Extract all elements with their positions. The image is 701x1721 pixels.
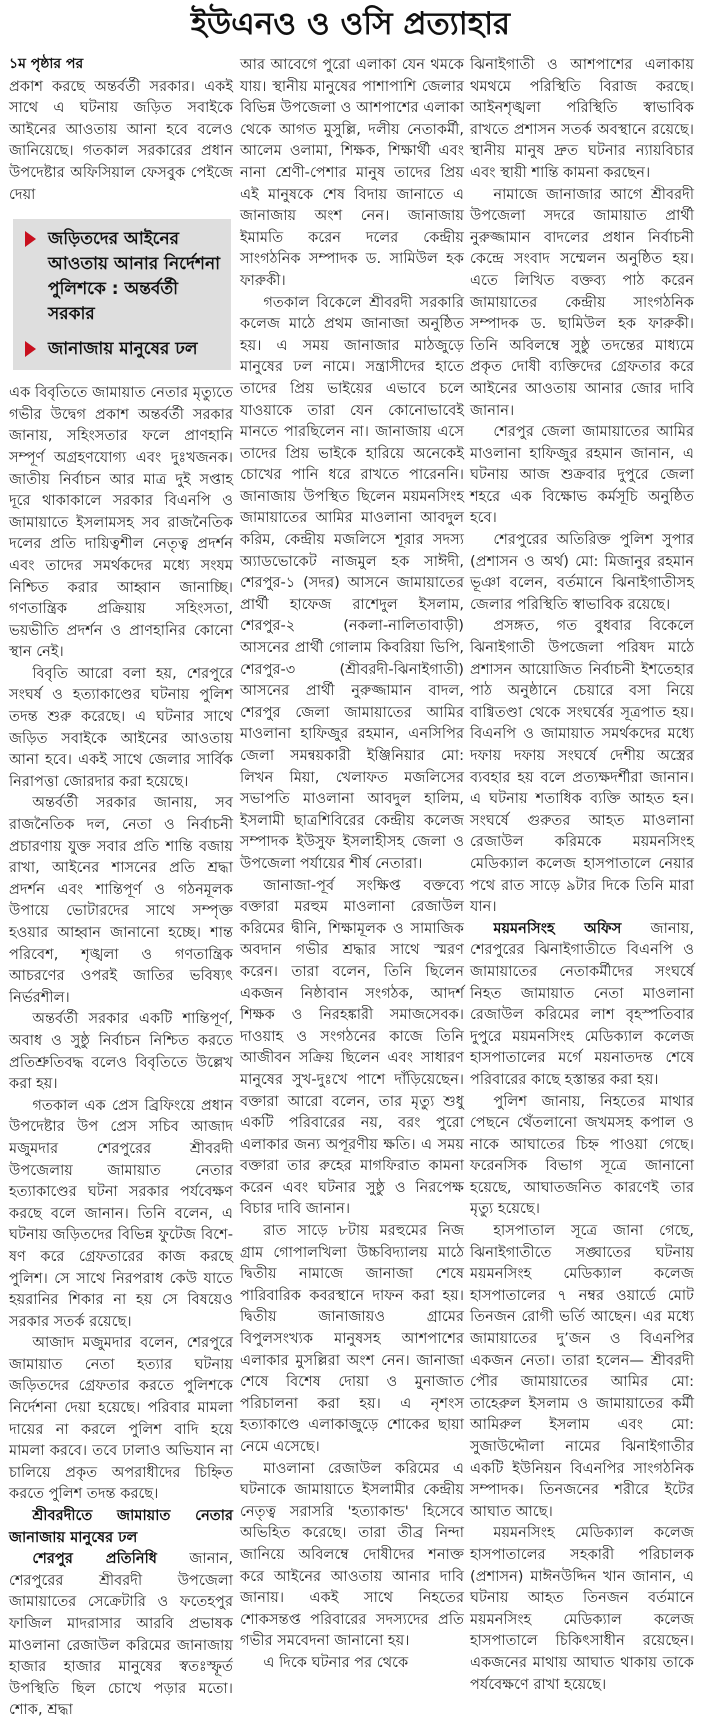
paragraph: রাত সাড়ে ৮টায় মরহুমের নিজ গ্রাম গোপালখিলা উচ্চবিদ্যালয় মাঠে দ্বিতীয় নামাজে জানাজা শেষে পারিবারিক কবরস্থানে দাফন করা হয়। দ্বিতীয় জানাজায়ও গ্রামের বিপুলসংখ্যক মানুষসহ আশপাশের এলাকার মুসল্লিরা অংশ নেন। জানাজা শেষে বিশেষ দোয়া ও মুনাজাত পরিচালনা করা হয়। এ নৃশংস হত্যাকাণ্ডে এলাকাজুড়ে শোকের ছায়া নেমে এসেছে। xyxy=(240,1222,464,1455)
highlight-item xyxy=(21,227,223,327)
article-column-3 xyxy=(470,54,694,1695)
article-column-2 xyxy=(240,54,464,1674)
paragraph: আর আবেগে পুরো এলাকা যেন থমকে যায়। স্থানীয় মানুষের পাশাপাশি জেলার বিভিন্ন উপজেলা ও আশপাশের এলাকা থেকে আগত মুসুল্লি, দলীয় নেতাকর্মী, আলেম ওলামা, শিক্ষক, শিক্ষার্থী এবং নানা শ্রেণী-পেশার মানুষ তাদের প্রিয় এই মানুষকে শেষ বিদায় জানাতে এ জানাজায় অংশ নেন। জানাজায় ইমামতি করেন দলের কেন্দ্রীয় সাংগঠনিক সম্পাদক ড. সামিউল হক ফারুকী। xyxy=(240,56,464,289)
paragraph: প্রসঙ্গত, গত বুধবার বিকেলে ঝিনাইগাতী উপজেলা পরিষদ মাঠে প্রশাসন আয়োজিত নির্বাচনী ইশতেহার পাঠ অনুষ্ঠানে চেয়ারে বসা নিয়ে বাগ্বিতণ্ডা থেকে সংঘর্ষের সূত্রপাত হয়। বিএনপি ও জামায়াত সমর্থকদের মধ্যে দফায় দফায় সংঘর্ষে দেশীয় অস্ত্রের ব্যবহার হয় বলে প্রত্যক্ষদর্শীরা জানান। এ ঘটনায় শতাধিক ব্যক্তি আহত হন। সংঘর্ষে গুরুতর আহত মাওলানা রেজাউল করিমকে ময়মনসিংহ মেডিক্যাল কলেজ হাসপাতালে নেয়ার পথে রাত সাড়ে ৯টার দিকে তিনি মারা যান। xyxy=(470,617,694,916)
paragraph: গতকাল বিকেলে শ্রীবরদী সরকারি কলেজ মাঠে প্রথম জানাজা অনুষ্ঠিত হয়। এ সময় জানাজার মাঠজুড়ে মানুষের ঢল নামে। সন্ত্রাসীদের হাতে তাদের প্রিয় ভাইয়ের এভাবে চলে যাওয়াকে তারা যেন কোনোভাবেই মানতে পারছিলেন না। জানাজায় এসে তাদের প্রিয় ভাইকে হারিয়ে অনেকেই চোখের পানি ধরে রাখতে পারেননি। জানাজায় উপস্থিত ছিলেন ময়মনসিংহ জামায়াতের আমির মাওলানা আবদুল করিম, কেন্দ্রীয় মজলিসে শূরার সদস্য অ্যাডভোকেট নাজমুল হক সাঈদী, শেরপুর-১ (সদর) আসনে জামায়াতের প্রার্থী হাফেজ রাশেদুল ইসলাম, শেরপুর-২ (নকলা-নালিতাবাড়ী) আসনের প্রার্থী গোলাম কিবরিয়া ভিপি, শেরপুর-৩ (শ্রীবরদী-ঝিনাইগাতী) আসনের প্রার্থী নুরুজ্জামান বাদল, শেরপুর জেলা জামায়াতের আমির মাওলানা হাফিজুর রহমান, এনসিপির জেলা সমন্বয়কারী ইঞ্জিনিয়ার মো: লিখন মিয়া, খেলাফত মজলিসের সভাপতি মাওলানা আবদুল হালিম, ইসলামী ছাত্রশিবিরের কেন্দ্রীয় কলেজ সম্পাদক ইউসুফ ইসলাহীসহ জেলা ও উপজেলা পর্যায়ের শীর্ষ নেতারা। xyxy=(240,293,464,872)
paragraph-text: জানান, শেরপুরের শ্রীবরদী উপজেলা জামায়াতের সেক্রেটারি ও ফতেহপুর ফাজিল মাদরাসার আরবি প্রভাষক মাওলানা রেজাউল করিমের জানাজায় হাজার হাজার মানুষের স্বতঃস্ফূর্ত উপস্থিতি ছিল চোখে পড়ার মতো। শোক, শ্রদ্ধা xyxy=(9,1550,233,1719)
paragraph xyxy=(9,1548,233,1721)
paragraph: পুলিশ জানায়, নিহতের মাথার পেছনে থেঁতলানো জখমসহ কপাল ও নাকে আঘাতের চিহ্ন পাওয়া গেছে। ফরেনসিক বিভাগ সূত্রে জানানো হয়েছে, আঘাতজনিত কারণেই তার মৃত্যু হয়েছে। xyxy=(470,1092,694,1218)
paragraph: শেরপুরের অতিরিক্ত পুলিশ সুপার (প্রশাসন ও অর্থ) মো: মিজানুর রহমান ভূঞা বলেন, বর্তমানে ঝিনাইগাতীসহ জেলার পরিস্থিতি স্বাভাবিক রয়েছে। xyxy=(470,531,694,613)
highlight-text: জড়িতদের আইনের আওতায় আনার নির্দেশনা পুলিশকে : অন্তর্বর্তী সরকার xyxy=(48,229,221,325)
highlight-box xyxy=(13,219,231,370)
paragraph: জানাজা-পূর্ব সংক্ষিপ্ত বক্তব্যে বক্তারা মরহুম মাওলানা রেজাউল করিমের দ্বীনি, শিক্ষামূলক ও সামাজিক অবদান গভীর শ্রদ্ধার সাথে স্মরণ করেন। তারা বলেন, তিনি ছিলেন একজন নিষ্ঠাবান সংগঠক, আদর্শ শিক্ষক ও নিরহঙ্কারী সমাজসেবক। দাওয়াহ ও সংগঠনের কাজে তিনি আজীবন সক্রিয় ছিলেন এবং সাধারণ মানুষের সুখ-দুঃখে পাশে দাঁড়িয়েছেন। বক্তারা আরো বলেন, তার মৃত্যু শুধু একটি পরিবারের নয়, বরং পুরো এলাকার জন্য অপূরণীয় ক্ষতি। এ সময় বক্তারা তার রুহের মাগফিরাত কামনা করেন এবং ঘটনার সুষ্ঠু ও নিরপেক্ষ বিচার দাবি জানান। xyxy=(240,876,464,1218)
paragraph: শেরপুর জেলা জামায়াতের আমির মাওলানা হাফিজুর রহমান জানান, এ ঘটনায় আজ শুক্রবার দুপুরে জেলা শহরে এক বিক্ষোভ কর্মসূচি অনুষ্ঠিত হবে। xyxy=(470,423,694,527)
paragraph: প্রকাশ করছে অন্তর্বর্তী সরকার। একই সাথে এ ঘটনায় জড়িত সবাইকে আইনের আওতায় আনা হবে বলেও জানিয়েছে। গতকাল সরকারের প্রধান উপদেষ্টার অফিসিয়াল ফেসবুক পেইজে দেয়া xyxy=(9,77,233,203)
paragraph: ময়মনসিংহ মেডিক্যাল কলেজ হাসপাতালের সহকারী পরিচালক (প্রশাসন) মাঈনউদ্দিন খান জানান, এ ঘটনায় আহত তিনজন বর্তমানে ময়মনসিংহ মেডিক্যাল কলেজ হাসপাতালে চিকিৎসাধীন রয়েছেন। একজনের মাথায় আঘাত থাকায় তাকে পর্যবেক্ষণে রাখা হয়েছে। xyxy=(470,1524,694,1693)
headline: ইউএনও ও ওসি প্রত্যাহার xyxy=(190,6,511,42)
paragraph: এ দিকে ঘটনার পর থেকে xyxy=(263,1653,409,1671)
paragraph: আজাদ মজুমদার বলেন, শেরপুরে জামায়াত নেতা হত্যার ঘটনায় জড়িতদের গ্রেফতার করতে পুলিশকে নির্দেশনা দেয়া হয়েছে। পরিবার মামলা দায়ের না করলে পুলিশ বাদি হয়ে মামলা করবে। তবে ঢালাও অভিযান না চালিয়ে প্রকৃত অপরাধীদের চিহ্নিত করতে পুলিশ তদন্ত করছে। xyxy=(9,1334,233,1503)
article-column-1 xyxy=(9,54,233,1721)
paragraph-text: জানায়, শেরপুরের ঝিনাইগাতীতে বিএনপি ও জামায়াতের নেতাকর্মীদের সংঘর্ষে নিহত জামায়াত নেতা মাওলানা রেজাউল করিমের লাশ বৃহস্পতিবার দুপুরে ময়মনসিংহ মেডিক্যাল কলেজ হাসপাতালের মর্গে ময়নাতদন্ত শেষে পরিবারের কাছে হস্তান্তর করা হয়। xyxy=(470,919,695,1088)
highlight-text: জানাজায় মানুষের ঢল xyxy=(48,339,198,360)
paragraph: অন্তর্বর্তী সরকার জানায়, সব রাজনৈতিক দল, নেতা ও নির্বাচনী প্রচারণায় যুক্ত সবার প্রতি শান্তি বজায় রাখা, আইনের শাসনের প্রতি শ্রদ্ধা প্রদর্শন এবং শান্তিপূর্ণ ও গঠনমূলক উপায়ে ভোটারদের সাথে সম্পৃক্ত হওয়ার আহ্বান জানানো হচ্ছে। শান্ত পরিবেশ, শৃঙ্খলা ও গণতান্ত্রিক আচরণের ওপরই জাতির ভবিষ্যৎ নির্ভরশীল। xyxy=(9,794,233,1006)
paragraph: নামাজে জানাজার আগে শ্রীবরদী উপজেলা সদরে জামায়াত প্রার্থী নুরুজ্জামান বাদলের প্রধান নির্বাচনী কেন্দ্রে সংবাদ সম্মেলন অনুষ্ঠিত হয়। এতে লিখিত বক্তব্য পাঠ করেন জামায়াতের কেন্দ্রীয় সাংগঠনিক সম্পাদক ড. ছামিউল হক ফারুকী। তিনি অবিলম্বে সুষ্ঠু তদন্তের মাধ্যমে প্রকৃত দোষী ব্যক্তিদের গ্রেফতার করে আইনের আওতায় আনার জোর দাবি জানান। xyxy=(470,185,694,419)
paragraph: ঝিনাইগাতী ও আশপাশের এলাকায় থমথমে পরিস্থিতি বিরাজ করছে। আইনশৃঙ্খলা পরিস্থিতি স্বাভাবিক রাখতে প্রশাসন সতর্ক অবস্থানে রয়েছে। স্থানীয় মানুষ দ্রুত ঘটনার ন্যায়বিচার এবং স্থায়ী শান্তি কামনা করছেন। xyxy=(470,56,694,181)
continuation-kicker: ১ম পৃষ্ঠার পর xyxy=(9,56,84,72)
paragraph: বিবৃতি আরো বলা হয়, শেরপুরে সংঘর্ষ ও হত্যাকাণ্ডের ঘটনায় পুলিশ তদন্ত শুরু করেছে। এ ঘটনার সাথে জড়িত সবাইকে আইনের আওতায় আনা হবে। একই সাথে জেলার সার্বিক নিরাপত্তা জোরদার করা হয়েছে। xyxy=(9,664,233,790)
highlight-item xyxy=(21,337,223,362)
subheading: শ্রীবরদীতে জামায়াত নেতার জানাজায় মানুষের ঢল xyxy=(9,1507,233,1546)
red-triangle-bullet-icon xyxy=(25,341,36,357)
byline-lead: শেরপুর প্রতিনিধি xyxy=(32,1550,157,1568)
byline-lead: ময়মনসিংহ অফিস xyxy=(493,919,622,937)
paragraph: অন্তর্বর্তী সরকার একটি শান্তিপূর্ণ, অবাধ ও সুষ্ঠু নির্বাচন নিশ্চিত করতে প্রতিশ্রুতিবদ্ধ বলেও বিবৃতিতে উল্লেখ করা হয়। xyxy=(9,1010,233,1093)
paragraph: এক বিবৃতিতে জামায়াত নেতার মৃত্যুতে গভীর উদ্বেগ প্রকাশ অন্তর্বর্তী সরকার জানায়, সহিংসতার ফলে প্রাণহানি সম্পূর্ণ অগ্রহণযোগ্য এবং দুঃখজনক। জাতীয় নির্বাচন আর মাত্র দুই সপ্তাহ দূরে থাকাকালে সরকার বিএনপি ও জামায়াতে ইসলামসহ সব রাজনৈতিক দলের প্রতি দায়িত্বশীল নেতৃত্ব প্রদর্শন এবং তাদের সমর্থকদের মধ্যে সংযম নিশ্চিত করার আহ্বান জানাচ্ছি। গণতান্ত্রিক প্রক্রিয়ায় সহিংসতা, ভয়ভীতি প্রদর্শন ও প্রাণহানির কোনো স্থান নেই। xyxy=(9,384,233,661)
red-triangle-bullet-icon xyxy=(25,231,36,247)
paragraph: হাসপাতাল সূত্রে জানা গেছে, ঝিনাইগাতীতে সঙ্ঘাতের ঘটনায় ময়মনসিংহ মেডিক্যাল কলেজ হাসপাতালের ৭ নম্বর ওয়ার্ডে মোট তিনজন রোগী ভর্তি আছেন। এর মধ্যে জামায়াতের দু’জন ও বিএনপির একজন নেতা। তারা হলেন— শ্রীবরদী পৌর জামায়াতের আমির মো: তাহেরুল ইসলাম ও জামায়াতের কর্মী আমিরুল ইসলাম এবং মো: সুজাউদ্দৌলা নামের ঝিনাইগাতীর একটি ইউনিয়ন বিএনপির সাংগঠনিক সম্পাদক। তিনজনের শরীরে ইটের আঘাত আছে। xyxy=(470,1222,694,1520)
paragraph xyxy=(470,918,694,1091)
paragraph: মাওলানা রেজাউল করিমের এ ঘটনাকে জামায়াতে ইসলামীর কেন্দ্রীয় নেতৃত্ব সরাসরি 'হত্যাকান্ড' হিসেবে অভিহিত করেছে। তারা তীব্র নিন্দা জানিয়ে অবিলম্বে দোষীদের শনাক্ত করে আইনের আওতায় আনার দাবি জানায়। একই সাথে নিহতের শোকসন্তপ্ত পরিবারের সদস্যদের প্রতি গভীর সমবেদনা জানানো হয়। xyxy=(240,1459,464,1650)
paragraph: গতকাল এক প্রেস ব্রিফিংয়ে প্রধান উপদেষ্টার উপ প্রেস সচিব আজাদ মজুমদার শেরপুরের শ্রীবরদী উপজেলায় জামায়াত নেতার হত্যাকাণ্ডের ঘটনা সরকার পর্যবেক্ষণ করছে বলে জানান। তিনি বলেন, এ ঘটনায় জড়িতদের বিভিন্ন ফুটেজ বিশে-ষণ করে গ্রেফতারের কাজ করছে পুলিশ। সে সাথে নিরপরাধ কেউ যাতে হয়রানির শিকার না হয় সে বিষয়েও সরকার সতর্ক রয়েছে। xyxy=(9,1096,233,1330)
